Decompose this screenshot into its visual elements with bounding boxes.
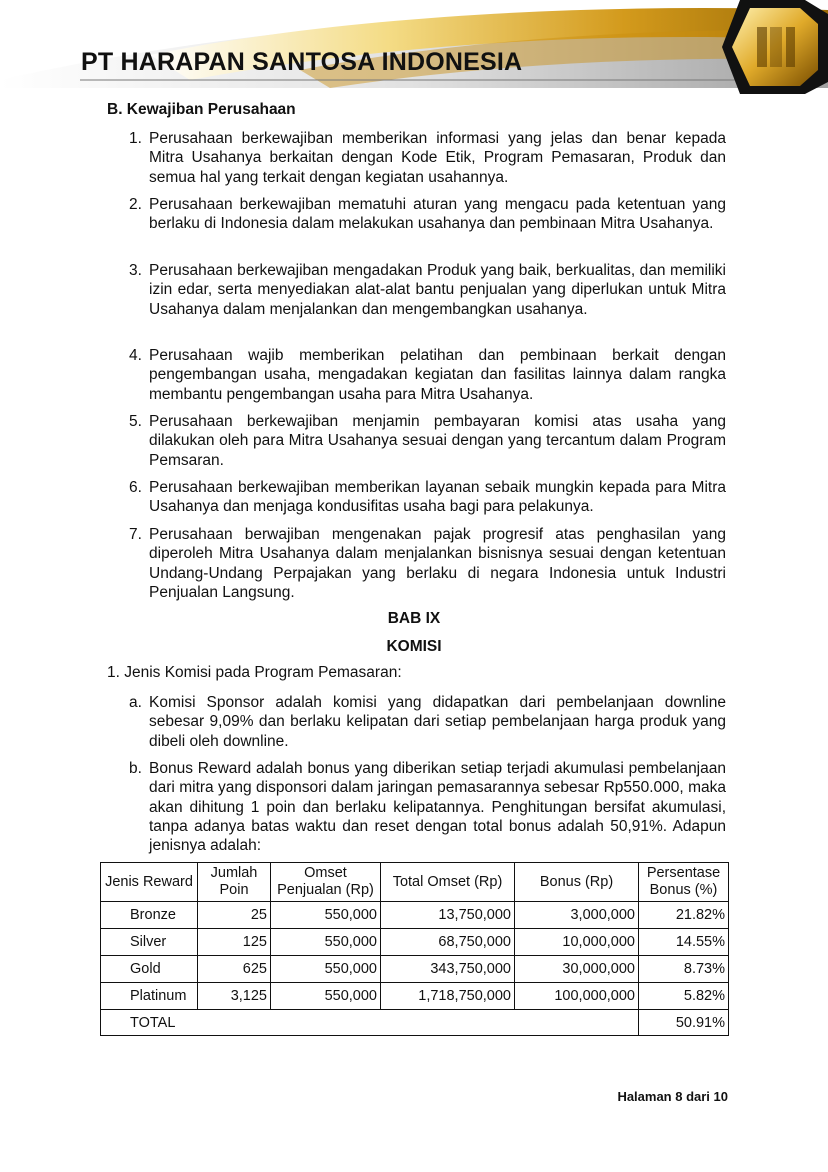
column-header: Persentase Bonus (%) <box>639 863 729 902</box>
list-item <box>129 478 726 517</box>
column-header: Omset Penjualan (Rp) <box>271 863 381 902</box>
list-number: 1. <box>129 130 142 147</box>
column-header: Bonus (Rp) <box>515 863 639 902</box>
column-header: Jumlah Poin <box>198 863 271 902</box>
list-item <box>129 525 726 602</box>
section-heading: B. Kewajiban Perusahaan <box>107 101 296 118</box>
table-cell: 25 <box>198 902 271 929</box>
list-number: 6. <box>129 479 142 496</box>
company-logo <box>722 0 828 94</box>
list-number: 2. <box>129 196 142 213</box>
table-cell: 21.82% <box>639 902 729 929</box>
chapter-title: KOMISI <box>386 638 442 655</box>
list-text: Komisi Sponsor adalah komisi yang didapatkan dari pembelanjaan downline sebesar 9,09% dan berlaku kelipatan dari setiap pembelanjaan harga produk yang dibeli oleh downline. <box>149 694 726 750</box>
list-number: 5. <box>129 413 142 430</box>
table-cell: Platinum <box>101 983 198 1010</box>
list-number: 4. <box>129 347 142 364</box>
table-cell: 13,750,000 <box>381 902 515 929</box>
table-cell: 3,125 <box>198 983 271 1010</box>
list-text: Perusahaan berkewajiban menjamin pembayaran komisi atas usaha yang dilakukan oleh para Mitra Usahanya sesuai dengan yang tercantum dalam Program Pemsaran. <box>149 413 726 469</box>
table-cell: 125 <box>198 929 271 956</box>
column-header: Jenis Reward <box>101 863 198 902</box>
list-text: Perusahaan berkewajiban mematuhi aturan yang mengacu pada ketentuan yang berlaku di Indonesia dalam melakukan usahanya dan pembinaan Mitra Usahanya. <box>149 196 726 233</box>
table-row <box>101 902 729 929</box>
list-number: 3. <box>129 262 142 279</box>
table-cell: 625 <box>198 956 271 983</box>
reward-table <box>100 862 729 1036</box>
list-item <box>129 693 726 751</box>
table-cell: Gold <box>101 956 198 983</box>
table-cell: 1,718,750,000 <box>381 983 515 1010</box>
chapter-number: BAB IX <box>387 610 441 627</box>
list-text: Perusahaan berkewajiban mengadakan Produk yang baik, berkualitas, dan memiliki izin edar, serta menyediakan alat-alat bantu penjualan yang diperlukan untuk Mitra Usahanya dalam menjalankan dan mengembangkan usahanya. <box>149 262 726 318</box>
list-number: 7. <box>129 526 142 543</box>
table-cell: 550,000 <box>271 929 381 956</box>
list-item <box>129 759 726 855</box>
list-item <box>129 129 726 187</box>
table-cell: 14.55% <box>639 929 729 956</box>
total-label: TOTAL <box>101 1010 639 1036</box>
list-text: Bonus Reward adalah bonus yang diberikan setiap terjadi akumulasi pembelanjaan dari mitra yang disponsori dalam jaringan pemasarannya sebesar Rp550.000, maka akan dihitung 1 poin dan berlaku kelipatannya. Penghitungan bersifat akumulasi, tanpa adanya batas waktu dan reset dengan total bonus adalah 50,91%. Adapun jenisnya adalah: <box>149 760 726 855</box>
table-cell: Bronze <box>101 902 198 929</box>
list-item <box>129 195 726 234</box>
table-cell: 30,000,000 <box>515 956 639 983</box>
table-cell: 343,750,000 <box>381 956 515 983</box>
table-cell: 550,000 <box>271 956 381 983</box>
table-row <box>101 983 729 1010</box>
column-header: Total Omset (Rp) <box>381 863 515 902</box>
table-cell: 3,000,000 <box>515 902 639 929</box>
table-header-row <box>101 863 729 902</box>
list-item <box>129 261 726 319</box>
table-cell: 5.82% <box>639 983 729 1010</box>
page-number: Halaman 8 dari 10 <box>617 1089 728 1104</box>
list-item <box>129 346 726 404</box>
table-cell: 100,000,000 <box>515 983 639 1010</box>
table-total-row <box>101 1010 729 1036</box>
table-cell: 550,000 <box>271 902 381 929</box>
table-cell: 68,750,000 <box>381 929 515 956</box>
table-cell: Silver <box>101 929 198 956</box>
table-row <box>101 929 729 956</box>
table-cell: 550,000 <box>271 983 381 1010</box>
table-row <box>101 956 729 983</box>
list-text: Perusahaan wajib memberikan pelatihan dan pembinaan berkait dengan pengembangan usaha, mengadakan kegiatan dan fasilitas lainnya dalam rangka membantu pengembangan usaha para Mitra Usahanya. <box>149 347 726 403</box>
list-letter: b. <box>129 760 142 777</box>
list-text: Perusahaan berkewajiban memberikan layanan sebaik mungkin kepada para Mitra Usahanya dan menjaga kondusifitas usaha bagi para pelakunya. <box>149 479 726 516</box>
list-letter: a. <box>129 694 142 711</box>
list-text: Perusahaan berwajiban mengenakan pajak progresif atas penghasilan yang diperoleh Mitra Usahanya dalam menjalankan bisnisnya sesuai dengan ketentuan Undang-Undang Perpajakan yang berlaku di negara Indonesia untuk Industri Penjualan Langsung. <box>149 526 726 601</box>
commission-types-heading: 1. Jenis Komisi pada Program Pemasaran: <box>107 664 402 681</box>
list-item <box>129 412 726 470</box>
table-cell: 8.73% <box>639 956 729 983</box>
table-cell: 10,000,000 <box>515 929 639 956</box>
list-text: Perusahaan berkewajiban memberikan informasi yang jelas dan benar kepada Mitra Usahanya berkaitan dengan Kode Etik, Program Pemasaran, Produk dan semua hal yang terkait dengan kegiatan usahannya. <box>149 130 726 186</box>
company-name: PT HARAPAN SANTOSA INDONESIA <box>81 48 523 76</box>
total-value: 50.91% <box>639 1010 729 1036</box>
